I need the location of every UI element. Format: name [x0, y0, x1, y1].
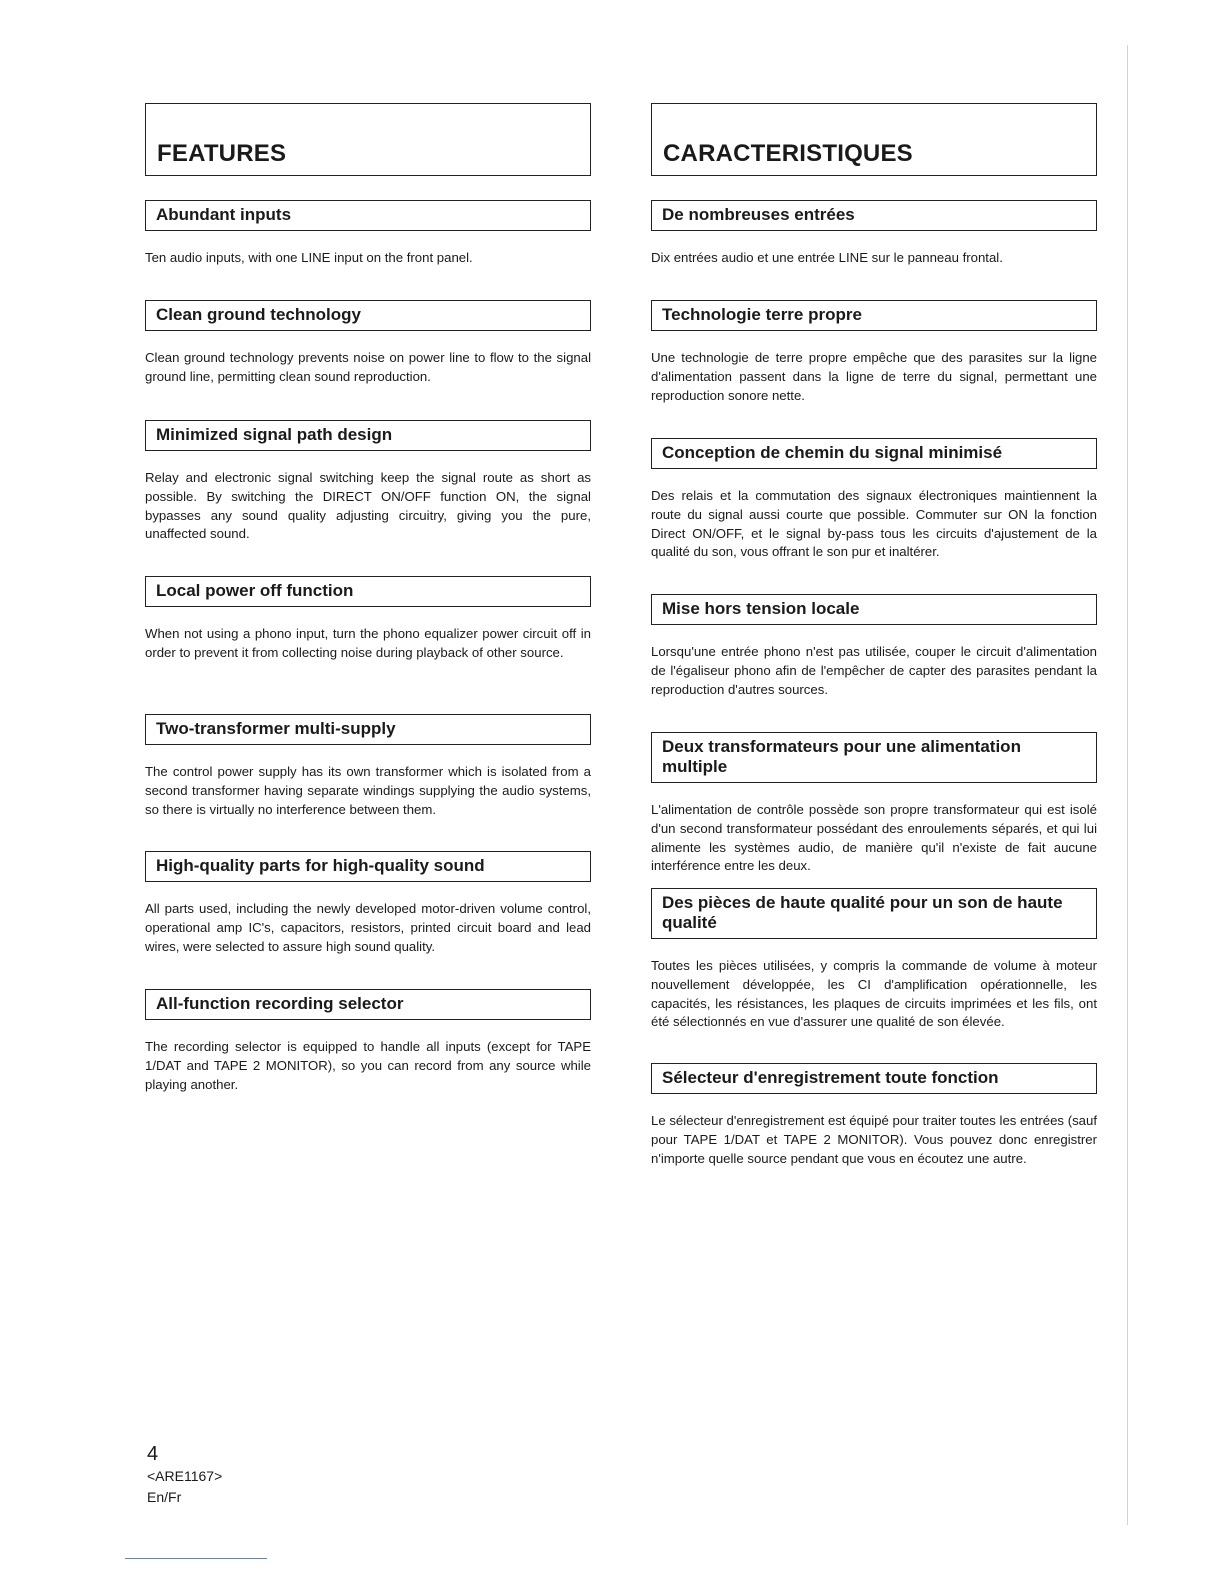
- section-chemin-signal: [651, 438, 1097, 562]
- section-recording-selector: [145, 989, 591, 1094]
- section-body: Le sélecteur d'enregistrement est équipé pour traiter toutes les entrées (sauf pour TAPE 1/DAT et TAPE 2 MONITOR). Vous pouvez donc enregistrer n'importe quelle source pendant que vous en écoutez une autre.: [651, 1113, 1098, 1166]
- section-heading: De nombreuses entrées: [651, 200, 1097, 231]
- section-heading: Clean ground technology: [145, 300, 591, 331]
- page-number: 4: [147, 1443, 159, 1465]
- section-body: When not using a phono input, turn the phono equalizer power circuit off in order to prevent it from collecting noise during playback of other source.: [145, 626, 591, 660]
- language-codes: En/Fr: [147, 1489, 182, 1505]
- section-minimized-signal-path: [145, 420, 591, 544]
- section-body: Toutes les pièces utilisées, y compris la commande de volume à moteur nouvellement développée, les CI d'amplification opérationnelle, les capacités, les résistances, les plaques de circuits imprimées et les fils, ont été sélectionnés en vue d'assurer une qualité de son élevée.: [651, 958, 1097, 1030]
- section-body: All parts used, including the newly developed motor-driven volume control, operational amp IC's, capacitors, resistors, printed circuit board and lead wires, were selected to assure high sound quality.: [145, 901, 591, 954]
- features-title: FEATURES: [157, 140, 287, 167]
- section-heading: Des pièces de haute qualité pour un son de haute qualité: [651, 888, 1097, 939]
- section-body: Relay and electronic signal switching keep the signal route as short as possible. By switching the DIRECT ON/OFF function ON, the signal bypasses any sound quality adjusting circuitry, giving you the pure, unaffected sound.: [145, 470, 591, 542]
- section-heading: All-function recording selector: [145, 989, 591, 1020]
- section-body: The recording selector is equipped to handle all inputs (except for TAPE 1/DAT and TAPE 2 MONITOR), so you can record from any source while playing another.: [145, 1039, 591, 1092]
- section-body: L'alimentation de contrôle possède son propre transformateur qui est isolé d'un second transformateur possédant des enroulements séparés, et qui lui alimente les systèmes audio, de manière qu'il n'existe de fait aucune interférence entre les deux.: [651, 802, 1097, 874]
- caracteristiques-title: CARACTERISTIQUES: [663, 140, 913, 167]
- features-title-box: [145, 103, 591, 176]
- caracteristiques-title-box: [651, 103, 1097, 176]
- section-heading: Abundant inputs: [145, 200, 591, 231]
- section-body: The control power supply has its own transformer which is isolated from a second transformer having separate windings supplying the audio systems, so there is virtually no interference between them.: [145, 764, 591, 817]
- section-pieces-haute-qualite: [651, 888, 1097, 1032]
- section-heading: Two-transformer multi-supply: [145, 714, 591, 745]
- section-body: Ten audio inputs, with one LINE input on the front panel.: [145, 250, 473, 265]
- section-terre-propre: [651, 300, 1097, 405]
- scan-bottom-line: [125, 1558, 267, 1559]
- section-selecteur-enregistrement: [651, 1063, 1097, 1168]
- section-heading: Sélecteur d'enregistrement toute fonction: [651, 1063, 1097, 1094]
- section-high-quality-parts: [145, 851, 591, 956]
- section-abundant-inputs: [145, 200, 591, 268]
- section-heading: Conception de chemin du signal minimisé: [651, 438, 1097, 469]
- section-heading: Minimized signal path design: [145, 420, 591, 451]
- section-nombreuses-entrees: [651, 200, 1097, 268]
- section-two-transformer: [145, 714, 591, 819]
- section-body: Des relais et la commutation des signaux électroniques maintiennent la route du signal aussi courte que possible. Commuter sur ON la fonction Direct ON/OFF, et le signal by-pass tous les circuits d'ajustement de la qualité du son, vous offrant le son pur et inaltérer.: [651, 488, 1097, 560]
- section-heading: High-quality parts for high-quality sound: [145, 851, 591, 882]
- section-heading: Local power off function: [145, 576, 591, 607]
- section-mise-hors-tension: [651, 594, 1097, 699]
- section-body: Une technologie de terre propre empêche que des parasites sur la ligne d'alimentation passent dans la ligne de terre du signal, permettant une reproduction sonore nette.: [651, 350, 1097, 403]
- page-footer: [147, 1442, 222, 1508]
- document-code: <ARE1167>: [147, 1468, 223, 1484]
- section-clean-ground: [145, 300, 591, 387]
- section-deux-transformateurs: [651, 732, 1097, 876]
- section-body: Dix entrées audio et une entrée LINE sur le panneau frontal.: [651, 250, 1003, 265]
- section-heading: Technologie terre propre: [651, 300, 1097, 331]
- section-heading: Mise hors tension locale: [651, 594, 1097, 625]
- section-body: Lorsqu'une entrée phono n'est pas utilisée, couper le circuit d'alimentation de l'égaliseur phono afin de l'empêcher de capter des parasites pendant la reproduction d'autres sources.: [651, 644, 1097, 697]
- section-local-power-off: [145, 576, 591, 663]
- section-body: Clean ground technology prevents noise on power line to flow to the signal ground line, permitting clean sound reproduction.: [145, 350, 591, 384]
- section-heading: Deux transformateurs pour une alimentation multiple: [651, 732, 1097, 783]
- scan-margin-line: [1127, 45, 1128, 1525]
